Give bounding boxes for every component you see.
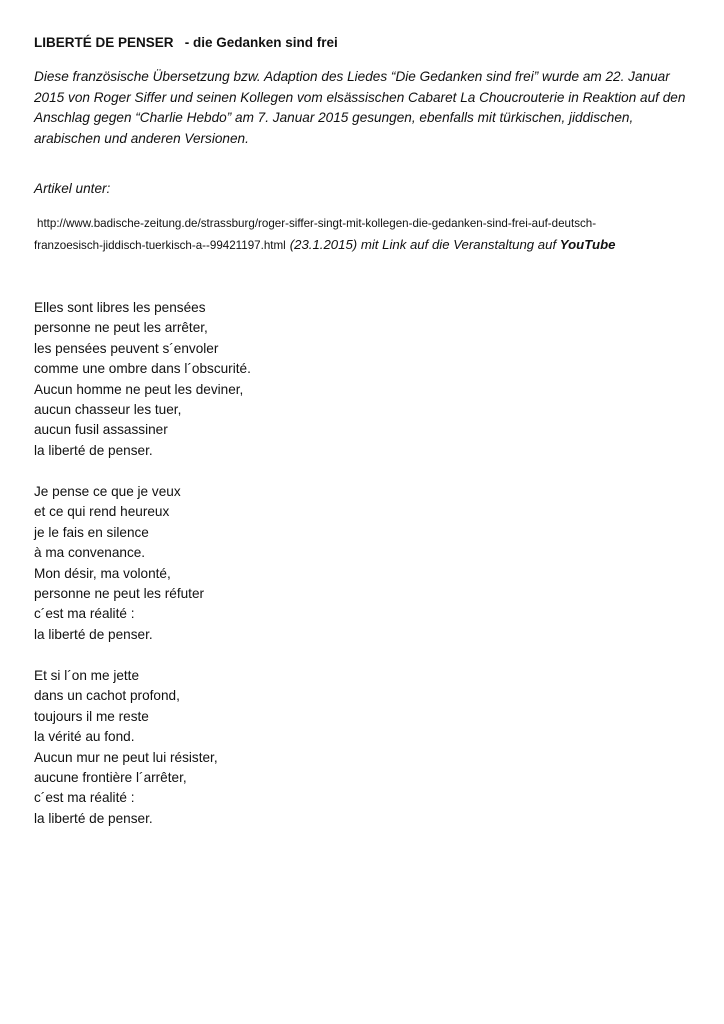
verse-line: personne ne peut les réfuter	[34, 586, 205, 602]
verse-line: Je pense ce que je veux	[34, 484, 181, 499]
document-title: LIBERTÉ DE PENSER - die Gedanken sind frei	[34, 35, 338, 50]
verse-line: à ma convenance.	[34, 545, 146, 561]
verse-line: la liberté de penser.	[34, 442, 153, 458]
stanza-3	[34, 666, 218, 829]
verse-line: dans un cachot profond,	[34, 688, 180, 704]
verse-line: et ce qui rend heureux	[34, 504, 170, 520]
verse-line: aucun chasseur les tuer,	[34, 402, 182, 418]
verse-line: toujours il me reste	[34, 708, 149, 724]
verse-line: Elles sont libres les pensées	[34, 300, 206, 315]
article-url-line-2[interactable]: franzoesisch-jiddisch-tuerkisch-a--99421197.html	[34, 239, 286, 252]
intro-paragraph: Diese französische Übersetzung bzw. Adaption des Liedes “Die Gedanken sind frei” wurde am 22. Januar 2015 von Roger Siffer und seinen Kollegen vom elsässischen Cabaret La Choucrouterie in Reaktion auf den Anschlag gegen “Charlie Hebdo” am 7. Januar 2015 gesungen, ebenfalls mit türkischen, jiddischen, arabischen und anderen Versionen.	[34, 69, 686, 146]
article-url-line-1[interactable]: http://www.badische-zeitung.de/strassburg/roger-siffer-singt-mit-kollegen-die-gedanken-sind-frei-auf-deutsch-	[37, 217, 597, 230]
article-reference	[34, 213, 694, 256]
article-label: Artikel unter:	[34, 181, 111, 196]
verse-line: comme une ombre dans l´obscurité.	[34, 361, 251, 377]
verse-line: Et si l´on me jette	[34, 668, 140, 683]
verse-line: aucune frontière l´arrêter,	[34, 770, 187, 786]
verse-line: Aucun mur ne peut lui résister,	[34, 749, 218, 765]
verse-line: c´est ma réalité :	[34, 790, 135, 806]
verse-line: je le fais en silence	[34, 524, 149, 540]
article-url-line-2-row	[34, 234, 694, 256]
verse-line: la liberté de penser.	[34, 626, 153, 642]
verse-line: c´est ma réalité :	[34, 606, 135, 622]
verse-line: la vérité au fond.	[34, 729, 135, 745]
verse-line: Mon désir, ma volonté,	[34, 565, 171, 581]
stanza-2	[34, 482, 204, 645]
verse-line: la liberté de penser.	[34, 810, 153, 826]
date-note: (23.1.2015) mit Link auf die Veranstaltung auf	[289, 237, 560, 252]
verse-line: aucun fusil assassiner	[34, 422, 168, 438]
stanza-1	[34, 298, 251, 461]
verse-line: Aucun homme ne peut les deviner,	[34, 381, 244, 397]
verse-line: les pensées peuvent s´envoler	[34, 340, 219, 356]
youtube-label: YouTube	[559, 237, 616, 252]
verse-line: personne ne peut les arrêter,	[34, 320, 208, 336]
